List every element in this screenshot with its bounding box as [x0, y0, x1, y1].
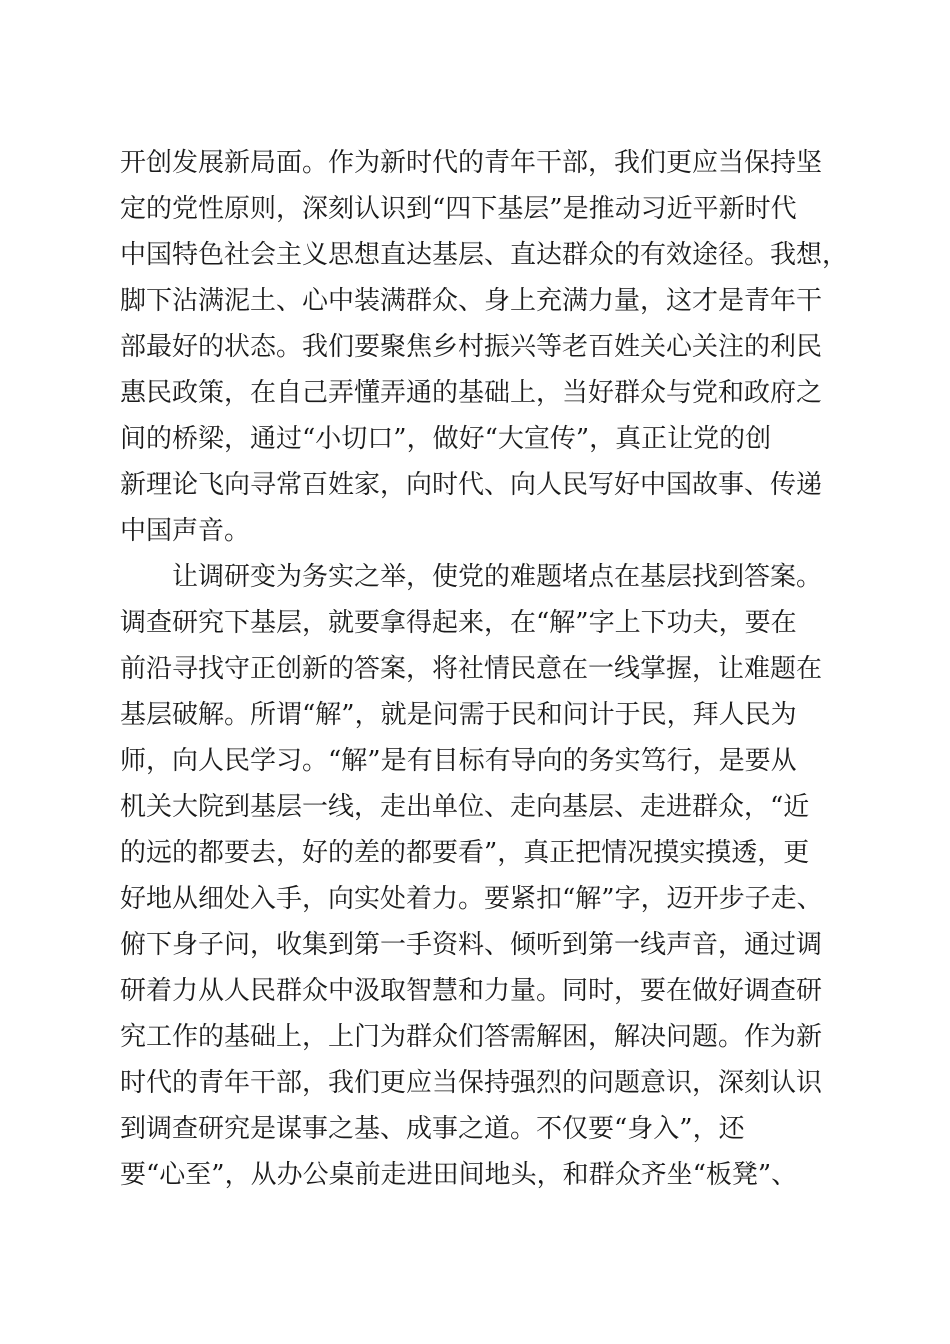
text-line: 俯下身子问，收集到第一手资料、倾听到第一线声音，通过调 — [120, 930, 823, 960]
text-line: 间的桥梁，通过“小切口”，做好“大宣传”，真正让党的创 — [120, 424, 772, 454]
body-text — [120, 140, 855, 1198]
text-line: 新理论飞向寻常百姓家，向时代、向人民写好中国故事、传递 — [120, 470, 823, 500]
text-line: 好地从细处入手，向实处着力。要紧扣“解”字，迈开步子走、 — [120, 884, 823, 914]
text-line: 定的党性原则，深刻认识到“四下基层”是推动习近平新时代 — [120, 194, 797, 224]
text-line: 究工作的基础上，上门为群众们答需解困，解决问题。作为新 — [120, 1022, 823, 1052]
text-line: 要“心至”，从办公桌前走进田间地头，和群众齐坐“板凳”、 — [120, 1160, 798, 1190]
text-line: 部最好的状态。我们要聚焦乡村振兴等老百姓关心关注的利民 — [120, 332, 823, 362]
text-line: 的远的都要去，好的差的都要看”，真正把情况摸实摸透，更 — [120, 838, 810, 868]
text-line: 机关大院到基层一线，走出单位、走向基层、走进群众，“近 — [120, 792, 810, 822]
text-line: 基层破解。所谓“解”，就是问需于民和问计于民，拜人民为 — [120, 700, 797, 730]
text-line: 时代的青年干部，我们更应当保持强烈的问题意识，深刻认识 — [120, 1068, 823, 1098]
text-line: 师，向人民学习。“解”是有目标有导向的务实笃行，是要从 — [120, 746, 797, 776]
text-line: 惠民政策，在自己弄懂弄通的基础上，当好群众与党和政府之 — [120, 378, 823, 408]
text-line: 脚下沾满泥土、心中装满群众、身上充满力量，这才是青年干 — [120, 286, 823, 316]
paragraph-start-line: 让调研变为务实之举，使党的难题堵点在基层找到答案。 — [120, 562, 823, 592]
text-line: 调查研究下基层，就要拿得起来，在“解”字上下功夫，要在 — [120, 608, 797, 638]
text-line: 开创发展新局面。作为新时代的青年干部，我们更应当保持坚 — [120, 148, 823, 178]
text-line: 研着力从人民群众中汲取智慧和力量。同时，要在做好调查研 — [120, 976, 823, 1006]
text-line: 前沿寻找守正创新的答案，将社情民意在一线掌握，让难题在 — [120, 654, 823, 684]
text-line: 中国特色社会主义思想直达基层、直达群众的有效途径。我想， — [120, 240, 849, 270]
text-line: 到调查研究是谋事之基、成事之道。不仅要“身入”，还 — [120, 1114, 745, 1144]
text-line: 中国声音。 — [120, 516, 251, 546]
